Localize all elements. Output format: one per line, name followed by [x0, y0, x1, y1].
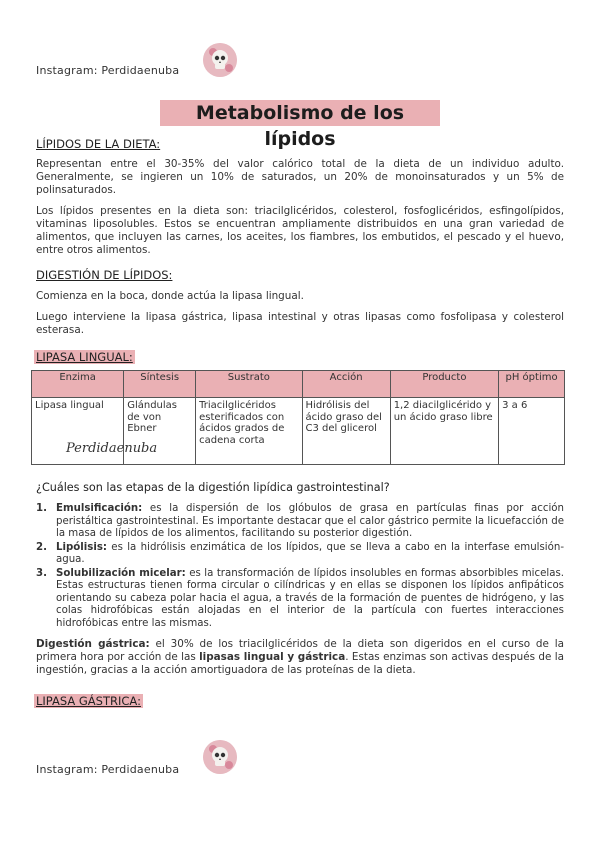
step-number: 1. [36, 503, 47, 514]
step-number: 2. [36, 541, 47, 553]
table-header: Síntesis [124, 371, 196, 398]
paragraph: Luego interviene la lipasa gástrica, lipasa intestinal y otras lipasas como fosfolipasa y colesterol esterasa. [36, 311, 564, 336]
table-header: Producto [390, 371, 498, 398]
section-digestion [36, 290, 564, 337]
gastric-text: el 30% de los triacilglicéridos de la dieta son digeridos en el curso de la primera hora por acción de las [36, 638, 564, 663]
table-cell: Hidrólisis del ácido graso del C3 del glicerol [302, 398, 390, 465]
steps-list [36, 503, 564, 677]
section-lipidos-dieta [36, 158, 564, 257]
gastric-term: Digestión gástrica: [36, 638, 150, 650]
table-header-row [32, 371, 565, 398]
paragraph: Los lípidos presentes en la dieta son: triacilglicéridos, colesterol, fosfoglicéridos, esfingolípidos, vitaminas liposolubles. Estos se encuentran ampliamente distribuidos en una gran variedad de alimentos, que incluyen las carnes, los aceites, los fiambres, los embutidos, el pescado y el huevo, entre otros alimentos. [36, 205, 564, 256]
heading-lipasa-gastrica-label: LIPASA GÁSTRICA: [36, 694, 141, 708]
heading-digestion-lipidos: DIGESTIÓN DE LÍPIDOS: [36, 268, 173, 282]
page-title: Metabolismo de los lípidos [160, 100, 440, 126]
table-cell: 3 a 6 [499, 398, 565, 465]
gastric-text: . Estas enzimas son activas después de la ingestión, gracias a la acción amortiguadora de las proteínas de la dieta. [36, 651, 565, 676]
handwritten-signature: Perdidaenuba [66, 441, 158, 456]
table-header: Acción [302, 371, 390, 398]
heading-lipasa-gastrica [34, 690, 143, 709]
heading-lipasa-lingual-label: LIPASA LINGUAL: [36, 350, 133, 364]
instagram-handle-top: Instagram: Perdidaenuba [36, 64, 180, 77]
skull-avatar-icon [203, 740, 237, 774]
instagram-handle-bottom: Instagram: Perdidaenuba [36, 763, 180, 776]
paragraph: Representan entre el 30-35% del valor calórico total de la dieta de un individuo adulto. Generalmente, se ingieren un 10% de saturados, un 20% de monoinsaturados y un 5% de polinsaturados. [36, 158, 564, 196]
paragraph-digestion-gastrica [36, 638, 564, 677]
gastric-bold: lipasas lingual y gástrica [199, 651, 346, 663]
table-cell: Glándulas de von Ebner [124, 398, 196, 465]
step-text: es la dispersión de los glóbulos de grasa en partículas finas por acción peristáltica gastrointestinal. Es importante destacar que el calor gástrico permite la licuefacción de la masa de lípidos de los alimentos, facilitando su posterior digestión. [56, 503, 564, 539]
question-etapas: ¿Cuáles son las etapas de la digestión lipídica gastrointestinal? [36, 481, 390, 494]
skull-avatar-icon [203, 43, 237, 77]
step-text: es la hidrólisis enzimática de los lípidos, que se lleva a cabo en la interfase emulsión-agua. [56, 541, 564, 565]
list-item [36, 542, 564, 567]
list-item [36, 503, 564, 541]
paragraph: Comienza en la boca, donde actúa la lipasa lingual. [36, 290, 304, 302]
step-number: 3. [36, 567, 47, 579]
step-text: es la transformación de lípidos insolubles en formas absorbibles micelas. Estas estructuras tienen forma circular o cilíndricas y en ellas se disponen los lípidos anfipáticos orientando su cabeza polar hacia el agua, a través de la formación de puentes de hidrógeno, y las colas hidrofóbicas están alojadas en el interior de la partícula con fuertes interacciones hidrofóbicas entre las mismas. [56, 567, 564, 629]
table-cell: Triacilglicéridos esterificados con ácidos grados de cadena corta [196, 398, 302, 465]
heading-lipasa-lingual [34, 346, 135, 365]
table-cell: Lipasa lingual [32, 398, 124, 465]
step-term: Lipólisis: [56, 541, 107, 553]
step-term: Emulsificación: [56, 503, 143, 514]
step-term: Solubilización micelar: [56, 567, 186, 579]
table-header: Sustrato [196, 371, 302, 398]
table-header: pH óptimo [499, 371, 565, 398]
heading-lipidos-dieta: LÍPIDOS DE LA DIETA: [36, 137, 161, 151]
table-cell: 1,2 diacilglicérido y un ácido graso libre [390, 398, 498, 465]
list-item [36, 568, 564, 631]
table-header: Enzima [32, 371, 124, 398]
